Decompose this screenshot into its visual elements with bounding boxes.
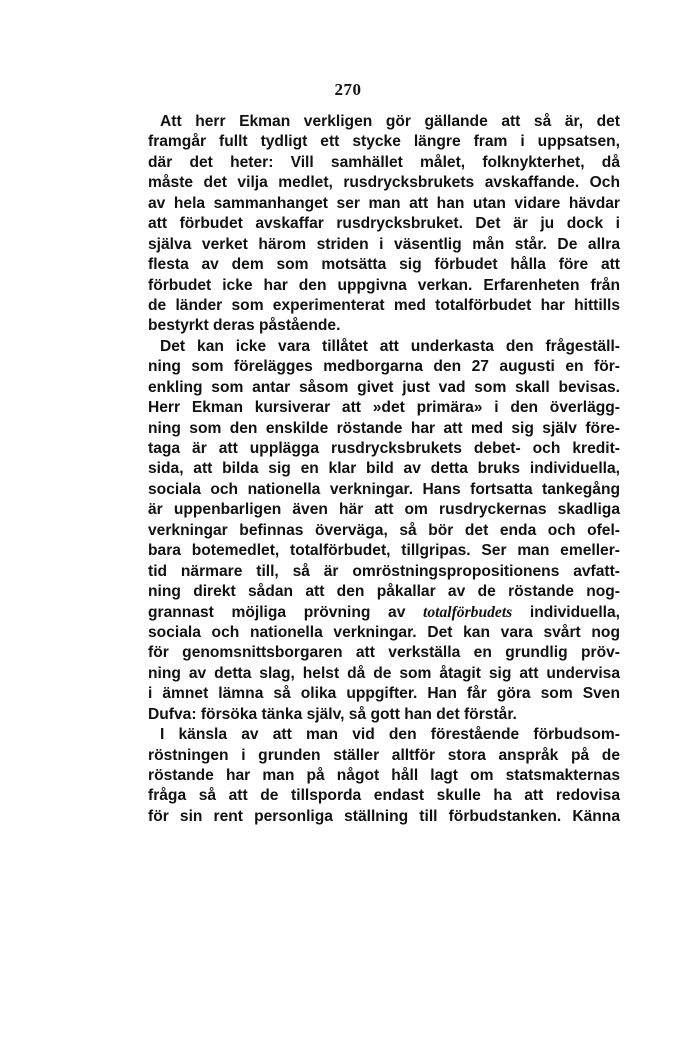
text-segment: grannast möjliga prövning av xyxy=(148,603,423,621)
text-line: I känsla av att man vid den förestående förbudsom- xyxy=(160,726,620,744)
text-line: de länder som experimenterat med totalförbudet har hittills xyxy=(148,296,620,314)
text-line: ning som den enskilde röstande har att med sig själv före- xyxy=(148,419,620,437)
text-line: bestyrkt deras påstående. xyxy=(148,317,341,335)
text-line xyxy=(148,603,620,623)
emphasized-word: totalförbudets xyxy=(423,603,513,621)
text-line: själva verket härom striden i väsentlig mån står. De allra xyxy=(148,235,620,253)
text-line: enkling som antar såsom givet just vad som skall bevisas. xyxy=(148,378,620,396)
text-line: ning direkt sådan att den påkallar av de röstande nog- xyxy=(148,583,620,601)
text-line: måste det vilja medlet, rusdrycksbrukets avskaffande. Och xyxy=(148,174,620,192)
text-line: verkningar befinnas överväga, så bör det enda och ofel- xyxy=(148,521,620,539)
text-line: framgår fullt tydligt ett stycke längre fram i uppsatsen, xyxy=(148,133,620,151)
text-segment: individuella, xyxy=(512,603,620,621)
text-line: Att herr Ekman verkligen gör gällande att så är, det xyxy=(160,113,620,130)
body-text xyxy=(148,112,620,827)
text-line: tid närmare till, så är omröstningspropositionens avfatt- xyxy=(148,562,620,580)
text-line: fråga så att de tillsporda endast skulle ha att redovisa xyxy=(148,787,620,805)
text-line: sociala och nationella verkningar. Hans fortsatta tankegång xyxy=(148,480,620,498)
text-line: att förbudet avskaffar rusdrycksbruket. Det är ju dock i xyxy=(148,215,620,233)
text-line: förbudet icke har den uppgivna verkan. Erfarenheten från xyxy=(148,276,620,294)
text-line: för sin rent personliga ställning till förbudstanken. Känna xyxy=(148,807,620,825)
text-line: röstande har man på något håll lagt om statsmakternas xyxy=(148,767,620,784)
text-line: för genomsnittsborgaren att verkställa en grundlig pröv- xyxy=(148,644,620,662)
text-line: är uppenbarligen även här att om rusdryckernas skadliga xyxy=(148,501,620,519)
text-line: sociala och nationella verkningar. Det kan vara svårt nog xyxy=(148,623,620,641)
text-line: Herr Ekman kursiverar att »det primära» i den överlägg- xyxy=(148,399,620,417)
text-line: sida, att bilda sig en klar bild av detta bruks individuella, xyxy=(148,460,620,478)
page-number: 270 xyxy=(334,80,362,99)
text-line: i ämnet lämna så olika uppgifter. Han får göra som Sven xyxy=(148,685,620,703)
text-line: röstningen i grunden ställer alltför stora anspråk på de xyxy=(148,746,620,764)
text-line: av hela sammanhanget ser man att han utan vidare hävdar xyxy=(148,194,620,212)
text-line: där det heter: Vill samhället målet, folknykterhet, då xyxy=(148,153,620,171)
text-line: bara botemedlet, totalförbudet, tillgripas. Ser man emeller- xyxy=(148,542,620,560)
text-line: ning som föreläggеs medborgarna den 27 augusti en för- xyxy=(148,358,620,376)
text-line: Dufva: försöka tänka själv, så gott han det förstår. xyxy=(148,705,517,723)
text-line: flesta av dem som motsätta sig förbudet hålla före att xyxy=(148,256,620,274)
text-line: taga är att upplägga rusdrycksbrukets debet- och kredit- xyxy=(148,440,620,457)
text-line: ning av detta slag, helst då de som åtagit sig att undervisa xyxy=(148,664,620,682)
text-line: Det kan icke vara tillåtet att underkasta den frågeställ- xyxy=(160,337,620,355)
